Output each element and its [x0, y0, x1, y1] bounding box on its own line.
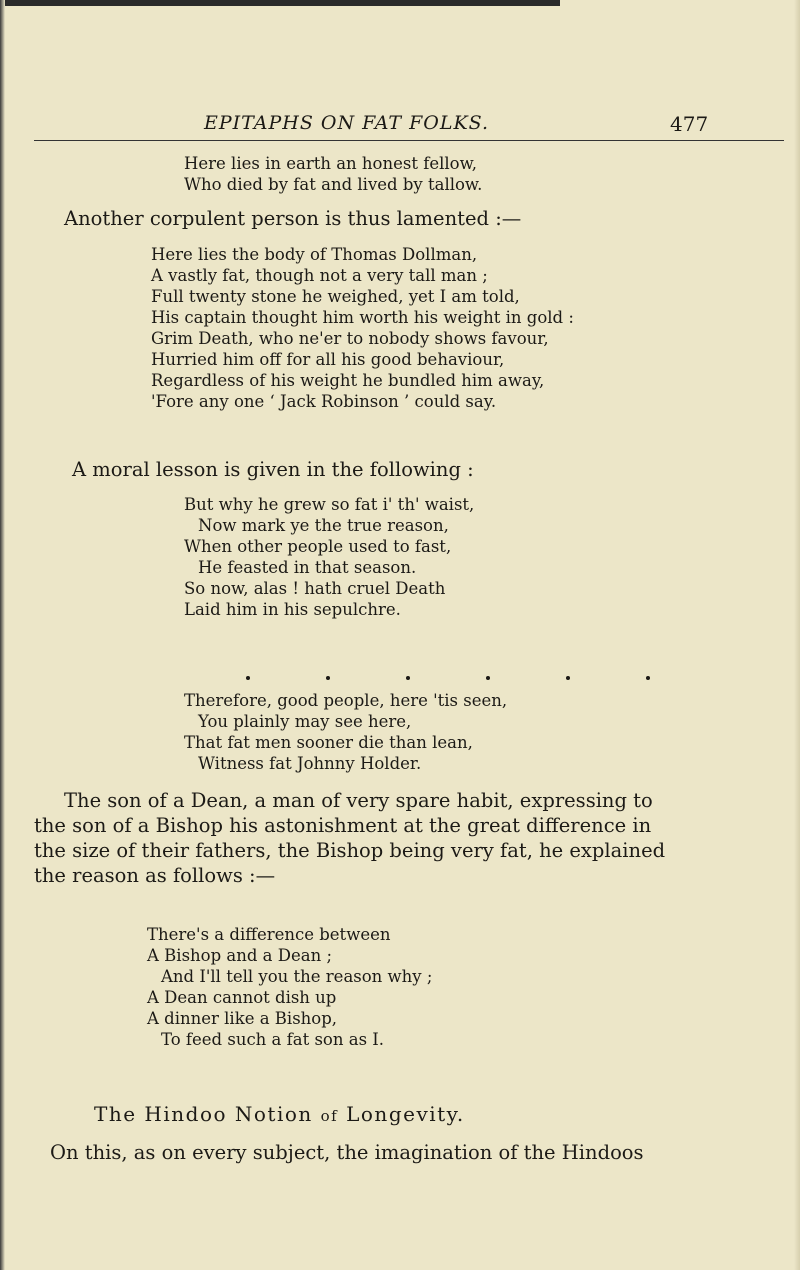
verse-line: Here lies the body of Thomas Dollman, — [151, 245, 478, 264]
prose-line: the son of a Bishop his astonishment at the great difference in — [34, 814, 652, 837]
running-title: EPITAPHS ON FAT FOLKS. — [204, 112, 490, 134]
epitaph-1 — [34, 153, 784, 195]
ellipsis-dot — [486, 676, 490, 680]
verse-line: Witness fat Johnny Holder. — [198, 754, 422, 773]
verse-line: You plainly may see here, — [198, 712, 412, 731]
intro-paragraph-1: Another corpulent person is thus lamented :— — [64, 207, 522, 230]
page-top-edge — [0, 0, 560, 6]
heading-word: Hindoo — [144, 1102, 228, 1126]
prose-paragraph-1 — [34, 788, 784, 888]
prose-line: The son of a Dean, a man of very spare habit, expressing to — [64, 789, 653, 812]
verse-line: A dinner like a Bishop, — [147, 1009, 338, 1028]
section-heading — [94, 1102, 465, 1126]
verse-line: That fat men sooner die than lean, — [184, 733, 473, 752]
verse-line: A Dean cannot dish up — [147, 988, 337, 1007]
verse-line: Grim Death, who ne'er to nobody shows favour, — [151, 329, 549, 348]
page-left-gutter — [0, 0, 5, 1270]
ellipsis-dot — [326, 676, 330, 680]
intro-paragraph-2: A moral lesson is given in the following : — [72, 458, 474, 481]
epitaph-2 — [34, 244, 784, 412]
verse-line: Now mark ye the true reason, — [198, 516, 449, 535]
heading-word: Longevity. — [346, 1102, 465, 1126]
prose-paragraph-2 — [34, 1140, 784, 1165]
verse-line: Full twenty stone he weighed, yet I am told, — [151, 287, 520, 306]
verse-line: A Bishop and a Dean ; — [147, 946, 333, 965]
verse-line: To feed such a fat son as I. — [161, 1030, 385, 1049]
heading-word: The — [94, 1102, 137, 1126]
prose-line: On this, as on every subject, the imagination of the Hindoos — [50, 1141, 644, 1164]
verse-line: There's a difference between — [147, 925, 391, 944]
ellipsis-dot — [566, 676, 570, 680]
verse-line: And I'll tell you the reason why ; — [161, 967, 433, 986]
verse-line: So now, alas ! hath cruel Death — [184, 579, 446, 598]
page-number: 477 — [670, 112, 709, 136]
verse-line: Laid him in his sepulchre. — [184, 600, 401, 619]
heading-word: Notion — [234, 1102, 313, 1126]
prose-line: the reason as follows :— — [34, 864, 276, 887]
verse-line: Regardless of his weight he bundled him away, — [151, 371, 545, 390]
verse-line: Therefore, good people, here 'tis seen, — [184, 691, 508, 710]
ellipsis-dot — [246, 676, 250, 680]
ellipsis-divider — [246, 670, 666, 686]
prose-line: the size of their fathers, the Bishop being very fat, he explained — [34, 839, 666, 862]
verse-line: A vastly fat, though not a very tall man ; — [151, 266, 488, 285]
page-right-edge — [794, 0, 800, 1270]
verse-line: Who died by fat and lived by tallow. — [184, 175, 483, 194]
verse-line: Hurried him off for all his good behaviour, — [151, 350, 505, 369]
running-head — [34, 110, 784, 141]
verse-stanza-3 — [34, 924, 784, 1050]
verse-line: His captain thought him worth his weight in gold : — [151, 308, 574, 327]
heading-word: of — [320, 1107, 339, 1125]
verse-line: He feasted in that season. — [198, 558, 417, 577]
verse-stanza-1 — [34, 494, 784, 620]
verse-line: When other people used to fast, — [184, 537, 452, 556]
ellipsis-dot — [646, 676, 650, 680]
verse-line: 'Fore any one ‘ Jack Robinson ’ could say. — [151, 392, 497, 411]
verse-line: Here lies in earth an honest fellow, — [184, 154, 477, 173]
ellipsis-dot — [406, 676, 410, 680]
verse-line: But why he grew so fat i' th' waist, — [184, 495, 475, 514]
verse-stanza-2 — [34, 690, 784, 774]
